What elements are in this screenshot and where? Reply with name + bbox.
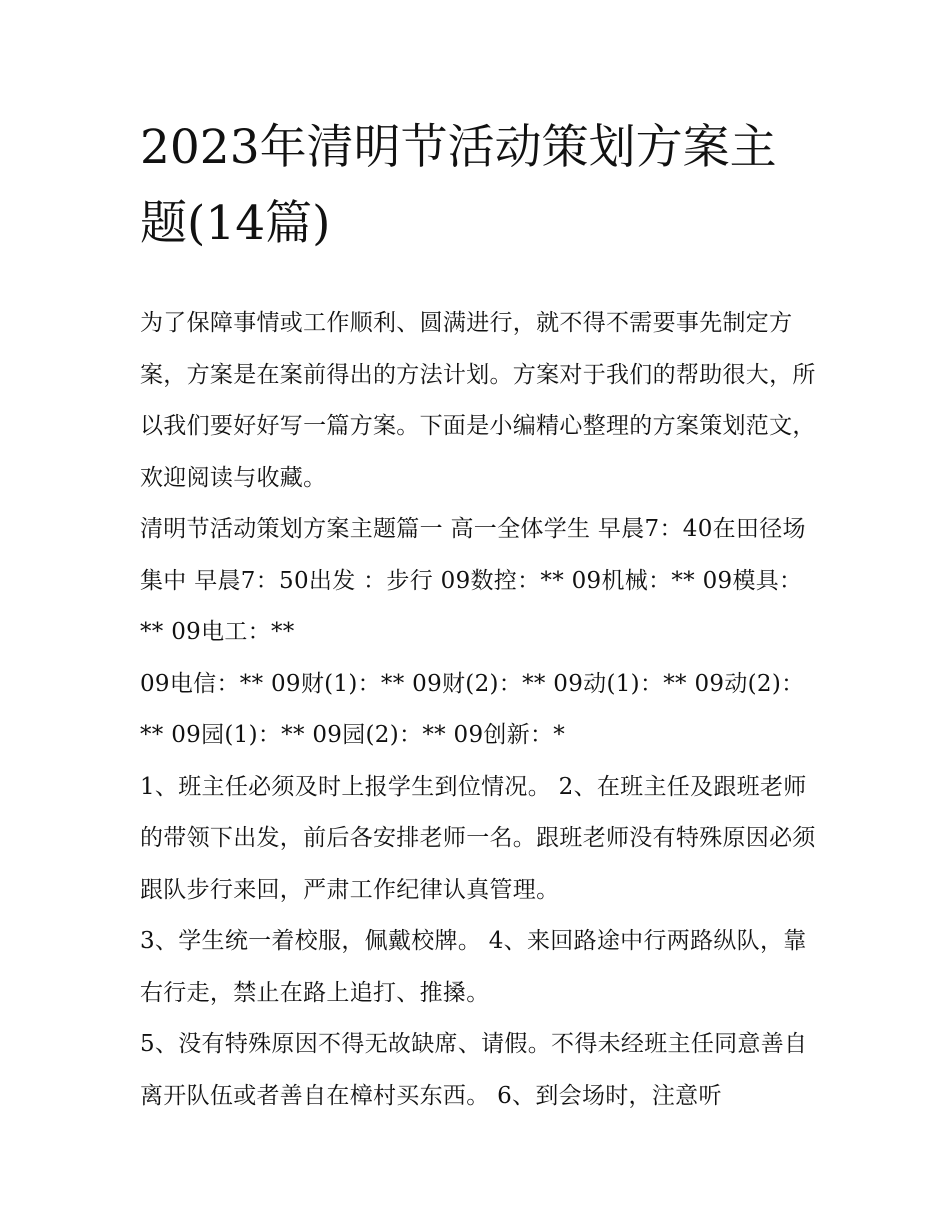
class-list-paragraph: 09电信：** 09财(1)：** 09财(2)：** 09动(1)：** 09动(2)：** 09园(1)：** 09园(2)：** 09创新：* [140, 670, 805, 748]
rules-paragraph-3: 5、没有特殊原因不得无故缺席、请假。不得未经班主任同意善自离开队伍或者善自在樟村买东西。 6、到会场时，注意听 [140, 1031, 808, 1109]
document-title: 2023年清明节活动策划方案主题(14篇) [140, 120, 777, 251]
schedule-paragraph: 清明节活动策划方案主题篇一 高一全体学生 早晨7：40在田径场集中 早晨7：50出发 ：步行 09数控：** 09机械：** 09模具：** 09电工：** [140, 516, 806, 645]
rules-paragraph-1: 1、班主任必须及时上报学生到位情况。 2、在班主任及跟班老师的带领下出发，前后各安排老师一名。跟班老师没有特殊原因必须跟队步行来回，严肃工作纪律认真管理。 [140, 773, 816, 903]
intro-paragraph: 为了保障事情或工作顺利、圆满进行，就不得不需要事先制定方案，方案是在案前得出的方法计划。方案对于我们的帮助很大，所以我们要好好写一篇方案。下面是小编精心整理的方案策划范文，欢迎阅读与收藏。 [140, 310, 816, 491]
document-page [140, 110, 820, 1122]
rules-paragraph-2: 3、学生统一着校服，佩戴校牌。 4、来回路途中行两路纵队，靠右行走，禁止在路上追打、推搡。 [140, 928, 807, 1006]
